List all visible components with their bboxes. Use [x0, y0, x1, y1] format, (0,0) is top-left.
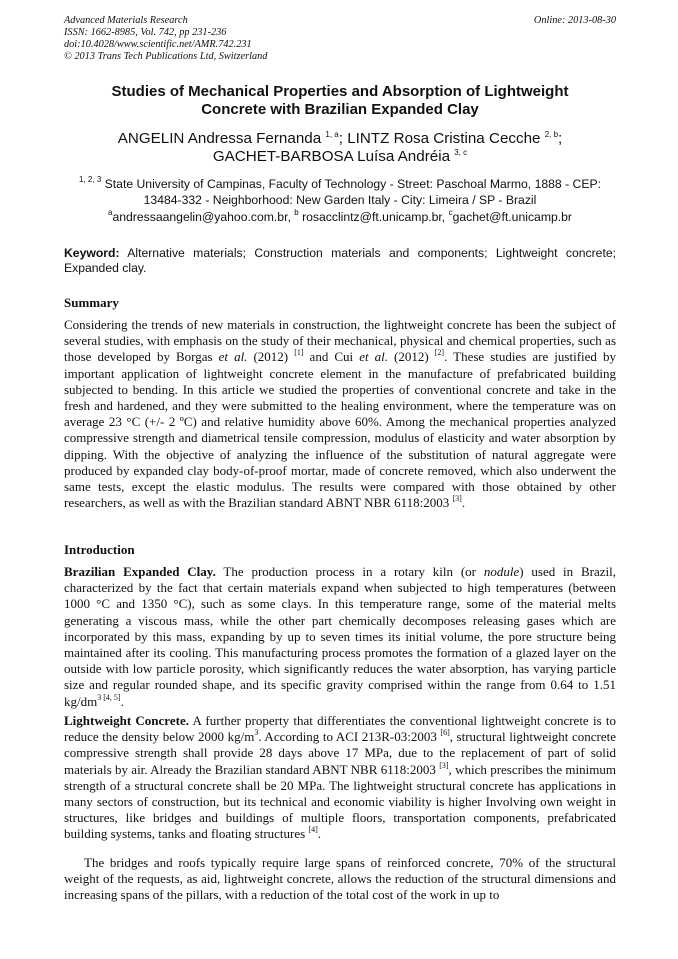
authors-line-2 — [64, 148, 616, 166]
author-name: ; LINTZ Rosa Cristina Cecche — [338, 130, 541, 147]
citation-ref[interactable]: [3] — [439, 760, 449, 770]
affiliation-marker: 1, 2, 3 — [79, 175, 102, 184]
keyword-text: Alternative materials; Construction materials and components; Lightweight concrete; Expanded clay. — [64, 246, 616, 275]
title-line-2: Concrete with Brazilian Expanded Clay — [201, 101, 479, 118]
email-link[interactable]: andressaangelin@yahoo.com.br, — [112, 210, 295, 224]
summary-heading: Summary — [64, 295, 119, 310]
author-name: ANGELIN Andressa Fernanda — [117, 130, 322, 147]
summary-text: (2012) — [388, 349, 435, 365]
paragraph-text: . — [120, 693, 124, 709]
summary-text: . These studies are justified by important application of lightweight concrete element in the manufacture of prefabricated building subjected to bending. In this article we studied the properties of conventional concrete and take in the fresh and hardened, and they were submitted to the healing environment, where the temperature was on average 23 °C (+/- 2 ºC) and relative humidity above 60%. Among the mechanical properties analyzed compressive strength and diametrical tensile compression, modulus of elasticity and water absorption by dipping. With the objective of analyzing the influence of the substitution of natural aggregate were produced by expanded clay body-of-proof mortar, made of concrete removed, which also underwent the same tests, except the elastic modulus. The results were compared with those obtained by other researchers, as well as with the Brazilian standard ABNT NBR 6118:2003 — [64, 349, 616, 511]
author-separator: ; — [558, 130, 563, 147]
paragraph-text: The production process in a rotary kiln (or — [215, 564, 484, 579]
email-link[interactable]: rosacclintz@ft.unicamp.br, — [298, 210, 449, 224]
paragraph-lead: Brazilian Expanded Clay. — [64, 564, 216, 579]
introduction-heading: Introduction — [64, 542, 135, 557]
summary-text: et al. — [359, 349, 389, 365]
citation-ref[interactable]: [6] — [440, 728, 450, 738]
intro-paragraph-expanded-clay — [64, 564, 616, 710]
unit-exponent: 3 — [254, 728, 259, 738]
intro-paragraph-lightweight-concrete — [64, 713, 616, 843]
summary-paragraph — [64, 317, 616, 511]
summary-text: et al. — [218, 349, 248, 365]
journal-header — [64, 15, 616, 63]
online-date: Online: 2013-08-30 — [533, 15, 616, 26]
journal-issn: ISSN: 1662-8985, Vol. 742, pp 231-236 — [64, 27, 227, 38]
authors-line-1 — [64, 130, 616, 148]
email-marker: b — [294, 208, 299, 217]
citation-ref[interactable]: 3 [4, 5] — [97, 692, 121, 702]
summary-text: . — [461, 495, 466, 511]
citation-ref[interactable]: [4] — [308, 825, 318, 835]
title-line-1: Studies of Mechanical Properties and Absorption of Lightweight — [111, 83, 569, 100]
email-marker: a — [108, 208, 113, 217]
affiliation — [64, 176, 616, 208]
citation-ref[interactable]: [3] — [452, 494, 462, 504]
summary-text: Considering the trends of new materials in construction, the lightweight concrete has been the subject of several studies, with emphasis on the study of their mechanical, physical and chemical properties, such as those developed by Borgas — [64, 317, 616, 365]
journal-doi: doi:10.4028/www.scientific.net/AMR.742.231 — [64, 39, 252, 50]
author-list — [64, 130, 616, 166]
affiliation-line-2: 13484-332 - Neighborhood: New Garden Italy - City: Limeira / SP - Brazil — [143, 193, 537, 207]
citation-ref[interactable]: [2] — [434, 348, 445, 358]
summary-text: (2012) — [247, 349, 295, 365]
author-name: GACHET-BARBOSA Luísa Andréia — [212, 148, 451, 165]
keyword-label: Keyword: — [64, 246, 120, 260]
paper-title — [64, 83, 616, 119]
affiliation-line-1 — [64, 176, 616, 192]
author-affil-marker: 1, a — [325, 130, 339, 139]
summary-text: and Cui — [303, 349, 360, 365]
author-affil-marker: 2, b — [544, 130, 559, 139]
paragraph-text: ) used in Brazil, characterized by the fact that certain materials expand when subjected to high temperatures (between 1000 °C and 1350 °C), such as some clays. In this temperature range, some of the material melts generating a viscous mass, while the other part chemically decomposes releasing gases which are incorporated by this mass, expanding by up to seven times its initial volume, the pore structure being maintained after its cooling. This manufacturing process promotes the formation of a glazed layer on the outside with low particle porosity, which significantly reduces the water absorption, has varying particle size and regular rounded shape, and its specific gravity comprised within the range from 0.64 to 1.51 kg/dm — [64, 564, 616, 709]
journal-name: Advanced Materials Research — [64, 15, 188, 26]
paragraph-text: , which prescribes the minimum strength of a structural concrete shall be 20 MPa. The lightweight structural concrete has applications in many sectors of construction, but its technical and economic viability is higher Involving own weight in structures, like bridges and buildings of multiple floors, transportation components, prefabricated building systems, tanks and floating structures — [64, 761, 616, 842]
paragraph-lead: Lightweight Concrete. — [64, 713, 189, 728]
email-marker: c — [448, 208, 453, 217]
paragraph-text: . — [317, 826, 322, 842]
author-affil-marker: 3, c — [454, 148, 468, 157]
paragraph-text: . According to ACI 213R-03:2003 — [258, 729, 441, 745]
author-emails — [64, 210, 616, 224]
affiliation-text: State University of Campinas, Faculty of Technology - Street: Paschoal Marmo, 1888 - CEP: — [101, 177, 601, 191]
email-link[interactable]: gachet@ft.unicamp.br — [452, 210, 572, 224]
keywords — [64, 246, 616, 276]
intro-paragraph-bridges: The bridges and roofs typically require large spans of reinforced concrete, 70% of the structural weight of the requests, as aid, lightweight concrete, allows the reduction of the structural dimensions and increasing spans of the pillars, with a reduction of the total cost of the work in up to — [64, 855, 616, 903]
paragraph-text: nodule — [483, 564, 520, 579]
paragraph-text: A further property that differentiates the conventional lightweight concrete is to reduce the density below 2000 kg/m — [64, 713, 616, 745]
paragraph-text: , structural lightweight concrete compressive strength shall provide 28 days above 17 MPa, due to the replacement of part of solid materials by air. Already the Brazilian standard ABNT NBR 6118:2003 — [64, 729, 616, 777]
journal-copyright: © 2013 Trans Tech Publications Ltd, Switzerland — [64, 51, 268, 62]
citation-ref[interactable]: [1] — [294, 348, 304, 358]
